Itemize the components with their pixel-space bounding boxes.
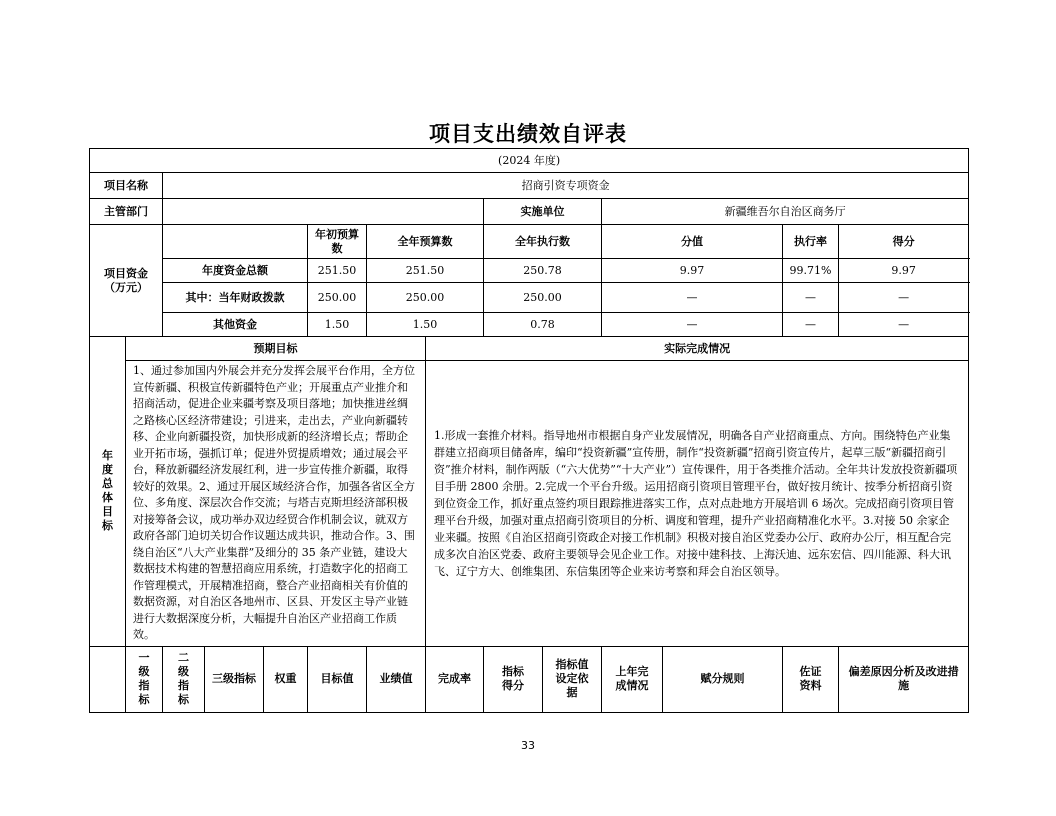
funds-cell: 250.00 xyxy=(484,283,602,313)
funds-cell: 250.78 xyxy=(484,259,602,283)
funds-row xyxy=(90,313,969,337)
project-name-label: 项目名称 xyxy=(90,173,163,199)
indicator-header: 完成率 xyxy=(426,646,484,712)
indicator-header: 目标值 xyxy=(308,646,367,712)
indicator-header-blank xyxy=(90,646,126,712)
funds-cell: — xyxy=(839,283,969,313)
indicator-header: 赋分规则 xyxy=(663,646,783,712)
indicator-header: 一级指标 xyxy=(126,646,163,712)
page-number: 33 xyxy=(521,739,535,752)
goals-label: 年度总体目标 xyxy=(90,337,126,647)
goals-header-row xyxy=(90,337,969,361)
funds-cell: 251.50 xyxy=(308,259,367,283)
funds-cell: 99.71% xyxy=(783,259,839,283)
funds-cell: — xyxy=(783,283,839,313)
funds-cell: 0.78 xyxy=(484,313,602,337)
indicator-header-row xyxy=(90,646,969,712)
indicator-header: 上年完成情况 xyxy=(602,646,663,712)
funds-row xyxy=(90,259,969,283)
project-name-value: 招商引资专项资金 xyxy=(163,173,969,199)
funds-header: 得分 xyxy=(839,225,969,259)
funds-cell: 9.97 xyxy=(602,259,783,283)
indicator-header: 佐证资料 xyxy=(783,646,839,712)
funds-header: 年初预算数 xyxy=(308,225,367,259)
funds-header-blank xyxy=(163,225,308,259)
year-cell: (2024 年度) xyxy=(90,149,969,173)
indicator-header: 二级指标 xyxy=(163,646,205,712)
funds-cell: 250.00 xyxy=(308,283,367,313)
page-title: 项目支出绩效自评表 xyxy=(429,122,627,146)
funds-header: 执行率 xyxy=(783,225,839,259)
indicator-header: 指标得分 xyxy=(484,646,543,712)
funds-header: 全年预算数 xyxy=(367,225,484,259)
funds-row-label: 其中：当年财政拨款 xyxy=(163,283,308,313)
project-name-row xyxy=(90,173,969,199)
actual-results-text: 1.形成一套推介材料。指导地州市根据自身产业发展情况，明确各自产业招商重点、方向。围绕特色产业集群建立招商项目储备库，编印“投资新疆”宣传册，制作“投资新疆”招商引资宣传片，起草三版“新疆招商引资”推介材料，制作两版（“六大优势”“十大产业”）宣传课件，用于各类推介活动。全年共计发放投资新疆项目手册 2800 余册。2.完成一个平台升级。运用招商引资项目管理平台，做好按月统计、按季分析招商引资到位资金工作，抓好重点签约项目跟踪推进落实工作，点对点赴地方开展培训 6 场次。完成招商引资项目管理平台升级，加强对重点招商引资项目的分析、调度和管理，提升产业招商精准化水平。3.对接 50 余家企业来疆。按照《自治区招商引资政企对接工作机制》积极对接自治区党委办公厅、政府办公厅，相互配合完成多次自治区党委、政府主要领导会见企业工作。对接中建科技、上海沃迪、远东宏信、四川能源、科大讯飞、辽宁方大、创维集团、东信集团等企业来访考察和拜会自治区领导。 xyxy=(426,361,969,647)
funds-cell: 9.97 xyxy=(839,259,969,283)
funds-cell: 1.50 xyxy=(308,313,367,337)
impl-label: 实施单位 xyxy=(484,199,602,225)
indicator-header: 权重 xyxy=(264,646,308,712)
expected-goals-header: 预期目标 xyxy=(126,337,426,361)
expected-goals-text: 1、通过参加国内外展会并充分发挥会展平台作用，全方位宣传新疆、积极宣传新疆特色产业；开展重点产业推介和招商活动，促进企业来疆考察及项目落地；加快推进丝绸之路核心区经济带建设；引进来，走出去，产业向新疆转移、企业向新疆投资，加快形成新的经济增长点；帮助企业开拓市场，强抓订单；促进外贸提质增效；通过展会平台，释放新疆经济发展红利，进一步宣传推介新疆，取得较好的效果。2、通过开展区域经济合作，加强各省区全方位、多角度、深层次合作交流；与塔吉克斯坦经济部积极对接筹备会议，成功举办双边经贸合作机制会议，就双方政府各部门迫切关切合作议题达成共识，推动合作。3、围绕自治区“八大产业集群”及细分的 35 条产业链，建设大数据技术构建的智慧招商应用系统，打造数字化的招商工作管理模式，开展精准招商，整合产业招商相关有价值的数据资源，对自治区各地州市、区县、开发区主导产业链进行大数据深度分析，大幅提升自治区产业招商工作质效。 xyxy=(126,361,426,647)
dept-row xyxy=(90,199,969,225)
indicator-header: 偏差原因分析及改进措施 xyxy=(839,646,969,712)
impl-value: 新疆维吾尔自治区商务厅 xyxy=(602,199,969,225)
funds-cell: — xyxy=(839,313,969,337)
funds-cell: 250.00 xyxy=(367,283,484,313)
funds-header: 分值 xyxy=(602,225,783,259)
dept-label: 主管部门 xyxy=(90,199,163,225)
funds-row-label: 其他资金 xyxy=(163,313,308,337)
funds-header: 全年执行数 xyxy=(484,225,602,259)
indicator-header: 三级指标 xyxy=(205,646,264,712)
actual-results-header: 实际完成情况 xyxy=(426,337,969,361)
goals-content-row xyxy=(90,361,969,647)
dept-value xyxy=(163,199,484,225)
funds-cell: — xyxy=(783,313,839,337)
funds-cell: 251.50 xyxy=(367,259,484,283)
funds-cell: 1.50 xyxy=(367,313,484,337)
year-row xyxy=(90,149,969,173)
funds-row xyxy=(90,283,969,313)
funds-cell: — xyxy=(602,283,783,313)
performance-table xyxy=(89,148,969,713)
indicator-header: 指标值设定依据 xyxy=(543,646,602,712)
funds-cell: — xyxy=(602,313,783,337)
indicator-header: 业绩值 xyxy=(367,646,426,712)
funds-header-row xyxy=(90,225,969,259)
funds-row-label: 年度资金总额 xyxy=(163,259,308,283)
funds-label: 项目资金（万元） xyxy=(90,225,163,337)
